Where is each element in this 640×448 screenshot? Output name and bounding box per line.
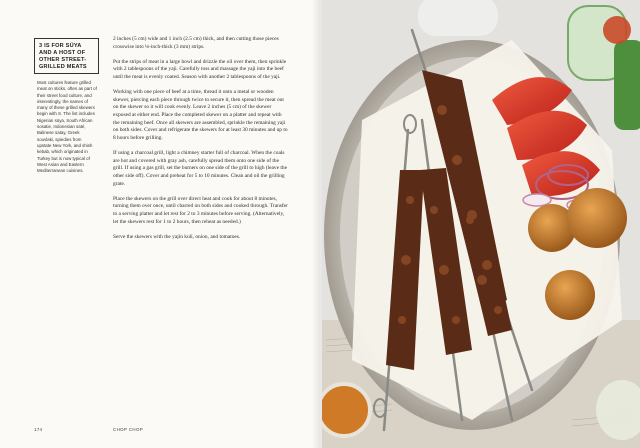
bread-roll: [545, 270, 595, 320]
body-paragraph: 2 inches (5 cm) wide and 1 inch (2.5 cm) thick, and then cutting those pieces crosswise into ⅛-inch-thick (3 mm) strips.: [113, 36, 279, 50]
photo-illustration: [322, 0, 640, 448]
body-paragraph: Place the skewers on the grill over direct heat and cook for about 8 minutes, turning them over once, until charred on both sides and cooked through. Transfer to a serving platter and let rest for 2 to 3 minutes before serving. (Alternatively, let the skewers rest for 1 to 2 hours, then reheat as needed.): [113, 195, 288, 225]
yaji-spice-bowl: [322, 384, 370, 436]
gutter-shadow: [312, 0, 322, 448]
body-paragraph: Working with one piece of beef at a time, thread it onto a metal or wooden skewer, piercing each piece through twice to secure it, then spread the meat out on the skewer so it will cook evenly. Leave 2 inches (5 cm) of the skewer exposed at either end. Place the completed skewer on a platter and repeat with the remaining beef. Once all skewers are assembled, sprinkle the remaining yaji on both sides. Cover and refrigerate the skewers for at least 30 minutes and up to 8 hours before grilling.: [113, 88, 288, 142]
recipe-body: [113, 36, 288, 249]
sidebar-title-frame: [34, 38, 99, 74]
glass-top: [418, 0, 498, 36]
red-glass-icon: [603, 16, 631, 44]
sidebar-box: [34, 38, 97, 248]
body-paragraph: Serve the skewers with the yajin kuli, onion, and tomatoes.: [113, 233, 241, 240]
bread-roll: [567, 188, 627, 248]
body-paragraph: If using a charcoal grill, light a chimney starter full of charcoal. When the coals are hot and covered with gray ash, carefully spread them onto one side of the grill. If using a gas grill, set the burners on one side of the grill to high (leave the other side off). Cover and preheat for 5 to 10 minutes. Clean and oil the grilling grate.: [113, 150, 287, 187]
sidebar-title: 3 IS FOR SÚYA AND A HOST OF OTHER STREET-GRILLED MEATS: [39, 43, 87, 70]
running-head: CHOP CHOP: [113, 427, 144, 432]
green-bottle-icon: [614, 40, 640, 130]
page-number: 174: [34, 427, 43, 432]
sidebar-body: Most cultures feature grilled meat on sticks, often as part of their street food culture, and interestingly, the names of many of these grilled skewers begin with S. The list includes Nigerian süya, South African sosatie, Indonesian saté, Balinese satay, Greek souvlaki, spiedies from upstate New York, and shish kebab, which originated in Turkey but is now typical of West Asian and Eastern Mediterranean cuisines.: [37, 80, 97, 174]
suya-skewers-photo: [322, 0, 640, 448]
body-paragraph: Put the strips of meat in a large bowl and drizzle the oil over them, then sprinkle with 2 tablespoons of the yaji. Carefully toss and massage the yaji into the beef until the meat is evenly coated. Season with another 2 tablespoons of the yaji.: [113, 58, 287, 80]
